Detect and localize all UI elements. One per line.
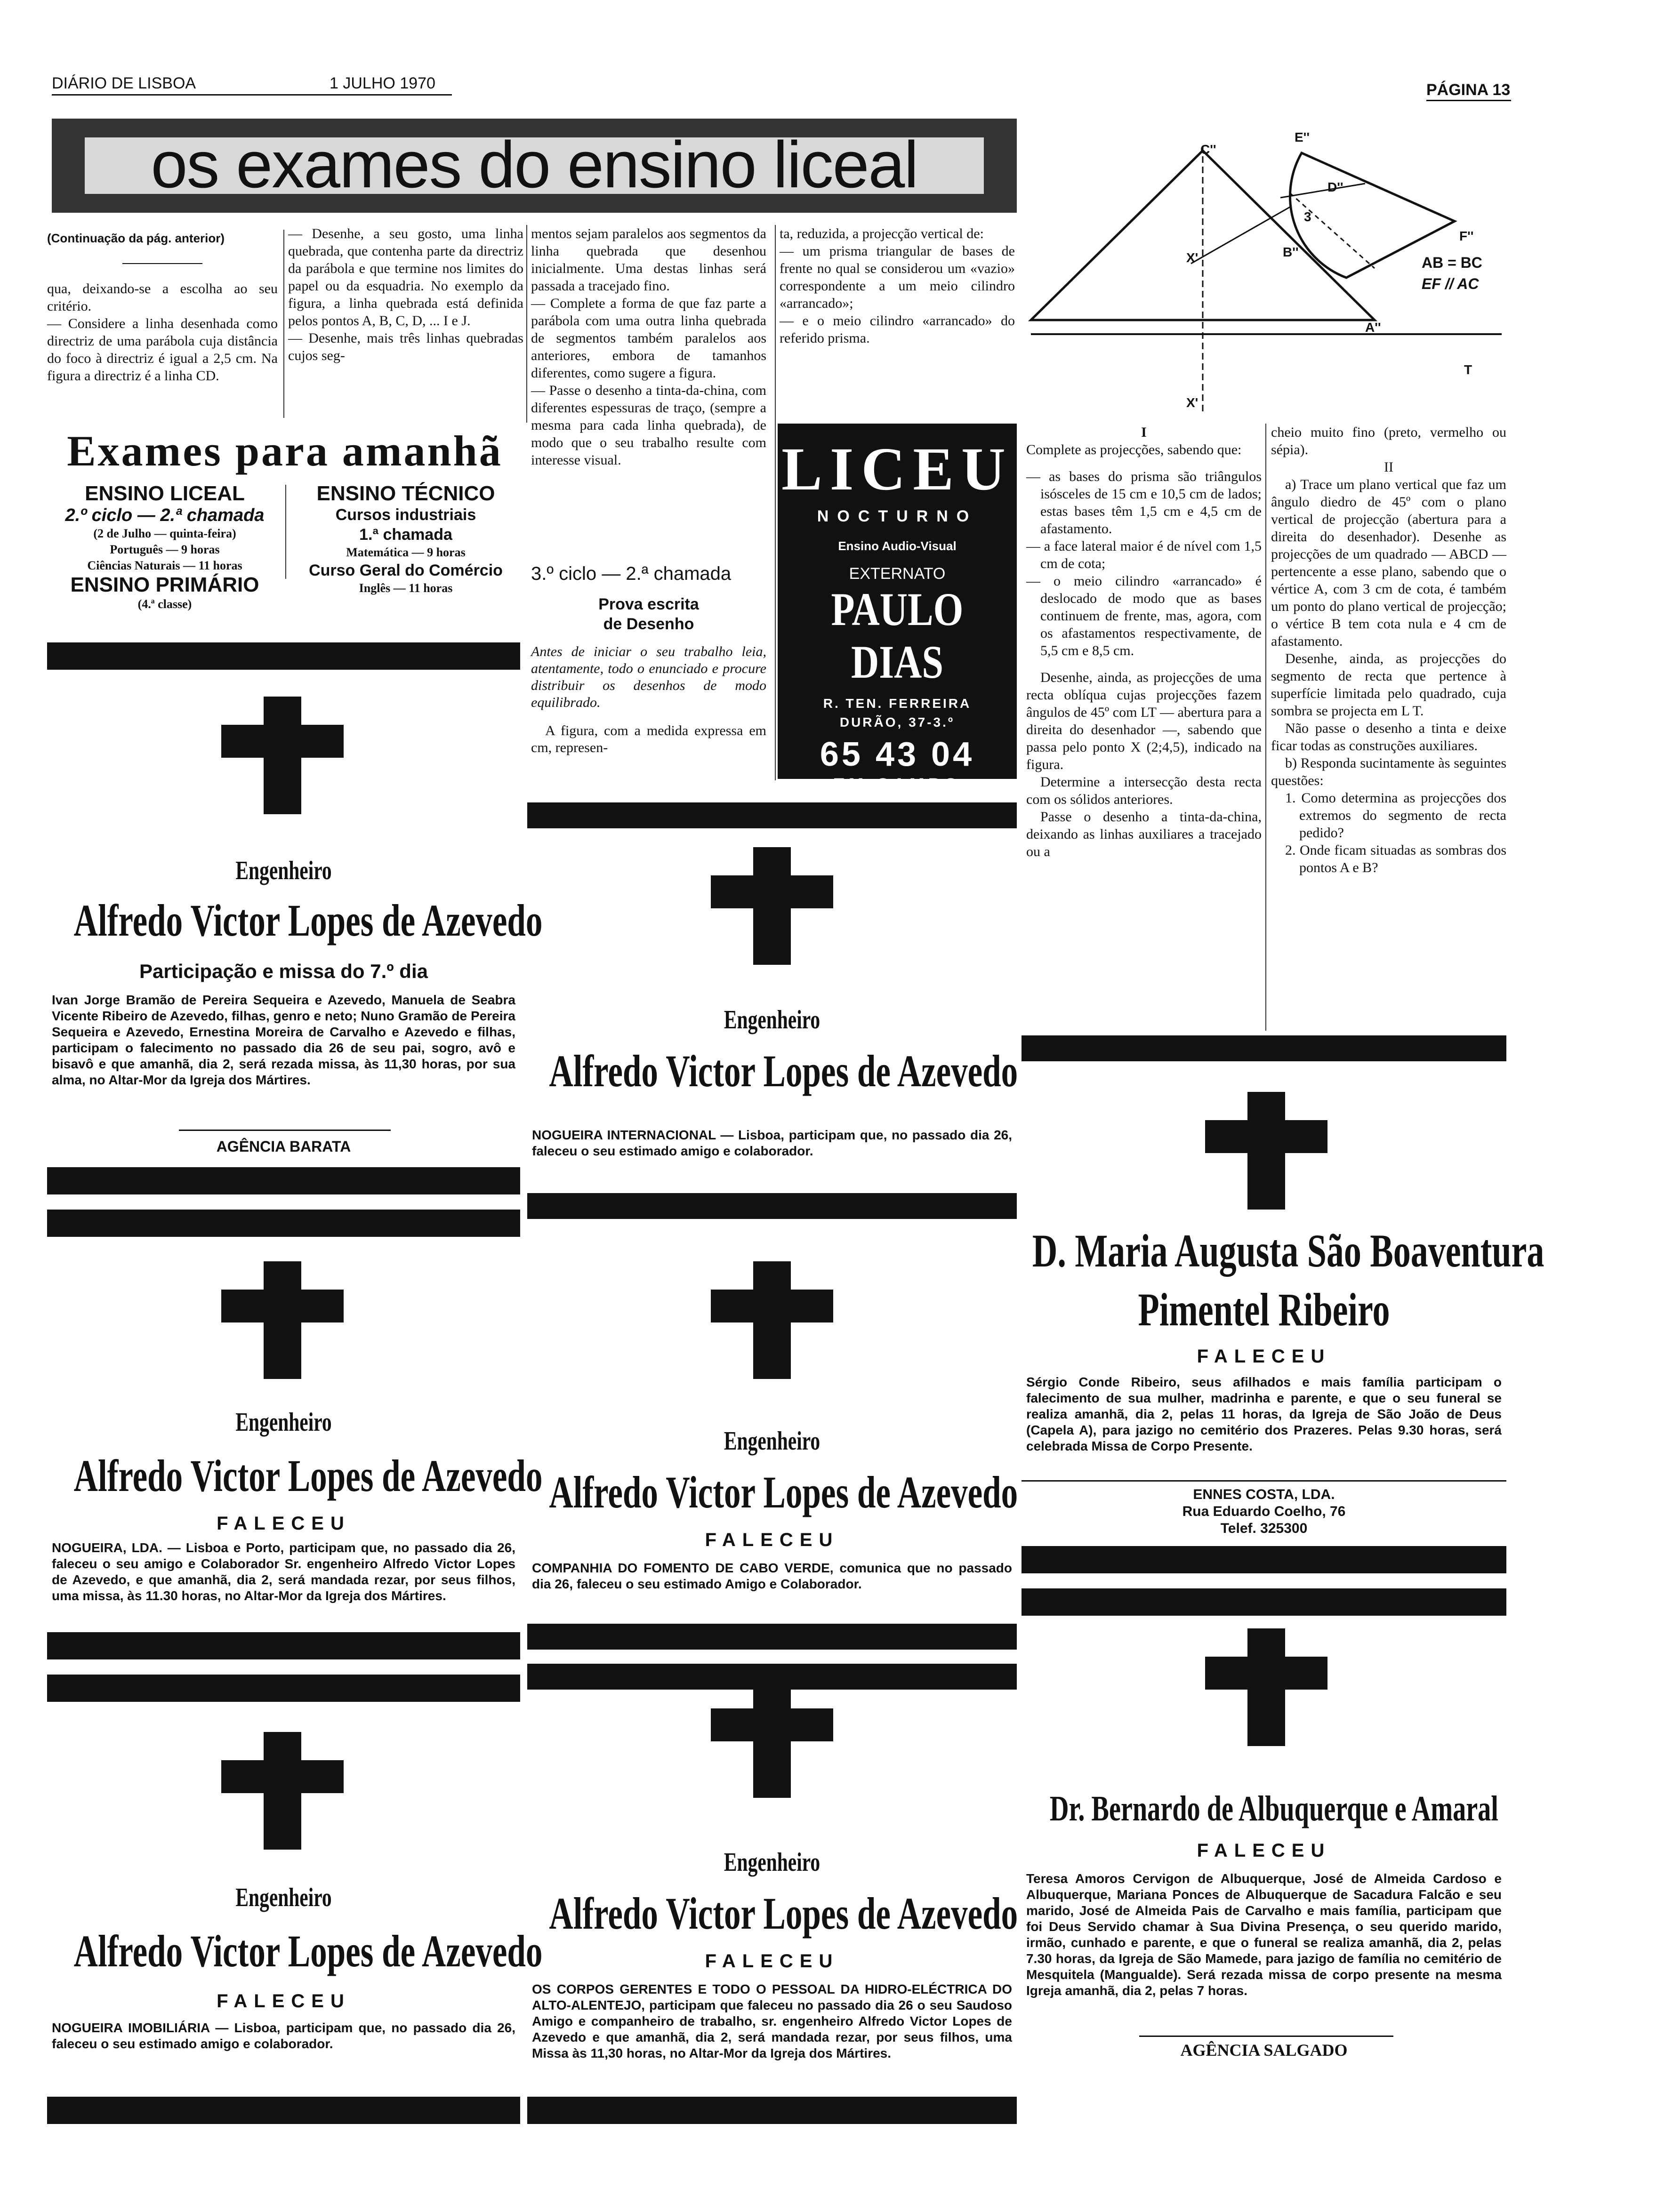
ann3-text: NOGUEIRA IMOBILIÁRIA — Lisboa, participam que, no passado dia 26, faleceu o seu estimado amigo e colaborador.	[52, 2020, 515, 2051]
label-three: 3	[1304, 209, 1311, 224]
ann7-text: Sérgio Conde Ribeiro, seus afilhados e mais família participam o falecimento de sua mulher, madrinha e parente, e que o seu funeral se realiza amanhã, dia 2, pelas 11 horas, da Igreja de São João de Deus (Capela A), para jazigo no cemitério dos Prazeres. Pelas 9.30 horas, será celebrada Missa de Corpo Presente.	[1026, 1375, 1502, 1453]
tecnico-head: ENSINO TÉCNICO	[316, 482, 495, 505]
ann1-top-bar	[47, 642, 520, 670]
ciclo3-prova: Prova escrita	[598, 595, 699, 613]
label-x: X'	[1186, 250, 1199, 265]
label-t: T	[1464, 362, 1472, 377]
liceu-ensino: Ensino Audio-Visual	[838, 539, 957, 553]
section-ii: II	[1384, 459, 1393, 475]
right-b2: — a face lateral maior é de nível com 1,5 cm de cota;	[1026, 538, 1262, 571]
right-a2: Desenhe, ainda, as projecções do segmento de recta que pertence à superfície limitada pelo quadrado, cuja sombra se projecta em L T.	[1271, 651, 1506, 719]
right-p3: Passe o desenho a tinta-da-china, deixando as linhas auxiliares a tracejado ou a	[1026, 809, 1262, 859]
ann7-faleceu: FALECEU	[1197, 1346, 1331, 1367]
col-divider-1	[283, 230, 284, 418]
ciclo3-section	[531, 562, 766, 756]
ann3-name: Alfredo Victor Lopes de Azevedo	[73, 1926, 543, 1976]
ann8-text: Teresa Amoros Cervigon de Albuquerque, José de Almeida Cardoso e Albuquerque, Mariana Ponces de Albuquerque de Sacadura Falcão e seu marido, José de Almeida Pais de Carvalho e mais família, participam que foi Deus Servido chamar à Sua Divina Presença, o seu querido marido, irmão, cunhado e parente, e que o funeral se realiza amanhã, dia 2, pelas 7.30 horas, da Igreja de São Mamede, para jazigo de família no cemitério de Mesquitela (Mangualde). Será rezada missa de corpo presente na mesma Igreja amanhã, dia 2, pelas 7 horas.	[1026, 1871, 1502, 1998]
tecnico-mat: Matemática — 9 horas	[346, 545, 466, 559]
header-rule-right	[1426, 100, 1511, 101]
label-e: E''	[1295, 130, 1310, 144]
cross-icon	[711, 1680, 833, 1798]
cross-icon	[221, 1732, 344, 1850]
right-p2: Determine a intersecção desta recta com os sólidos anteriores.	[1026, 774, 1262, 807]
ann5-faleceu: FALECEU	[705, 1530, 839, 1550]
label-a: A''	[1365, 320, 1381, 335]
right-intro: Complete as projecções, sabendo que:	[1026, 442, 1242, 457]
ann2-name: Alfredo Victor Lopes de Azevedo	[73, 1451, 543, 1501]
section-i: I	[1141, 425, 1147, 440]
ann6-text: OS CORPOS GERENTES E TODO O PESSOAL DA HIDRO-ELÉCTRICA DO ALTO-ALENTEJO, participam que faleceu no passado dia 26 o seu Saudoso Amigo e companheiro de trabalho, sr. engenheiro Alfredo Victor Lopes de Azevedo e que amanhã, dia 2, será mandada rezar, por seus filhos, uma Missa às 11,30 horas, no Altar-Mor da Igreja dos Mártires.	[532, 1982, 1012, 2060]
ann7-agency: ENNES COSTA, LDA.	[1193, 1487, 1335, 1502]
ann2-bottom-bar	[47, 1632, 520, 1659]
ann3-title: Engenheiro	[235, 1883, 332, 1912]
col2-p1: — Desenhe, a seu gosto, uma linha quebrada, que contenha parte da directriz da parábola e que termine nos limites do papel ou da esquadria. No exemplo da figura, a linha quebrada está definida pelos pontos A, B, C, D, ... I e J.	[288, 226, 523, 329]
ann8-top-bar	[1022, 1588, 1506, 1616]
ann7-name-line2: Pimentel Ribeiro	[1138, 1283, 1390, 1336]
ann2-faleceu: FALECEU	[217, 1513, 351, 1534]
article-col-4	[780, 225, 1015, 347]
right-b3: — o meio cilindro «arrancado» é deslocado de modo que as bases continuem de frente, mas, agora, com os afastamentos respectivamente, de 5,5 cm e 8,5 cm.	[1026, 573, 1262, 658]
ann1-bottom-bar	[47, 1167, 520, 1194]
ann1-title: Engenheiro	[235, 856, 332, 885]
article-col-2	[288, 225, 523, 364]
tecnico-ingles: Inglês — 11 horas	[359, 581, 453, 595]
label-c: C''	[1200, 142, 1216, 157]
col-divider-2	[526, 225, 527, 423]
ann7-bottom-bar	[1022, 1546, 1506, 1573]
right-a3: Não passe o desenho a tinta e deixe ficar todas as construções auxiliares.	[1271, 721, 1506, 753]
label-x-lower: X'	[1186, 395, 1199, 410]
header-rule	[52, 94, 452, 96]
ann7-tel: Telef. 325300	[1220, 1521, 1308, 1536]
col1-rule	[122, 263, 202, 264]
diagram-line-2	[1290, 193, 1375, 268]
ann3-faleceu: FALECEU	[217, 1991, 351, 2012]
ann5-title: Engenheiro	[724, 1427, 820, 1456]
article-col-1	[47, 230, 278, 385]
ann2-title: Engenheiro	[235, 1408, 332, 1437]
ann1-agency: AGÊNCIA BARATA	[216, 1138, 351, 1155]
ann4-top-bar	[527, 802, 1017, 828]
primario-head: ENSINO PRIMÁRIO	[70, 573, 259, 596]
issue-date: 1 JULHO 1970	[330, 74, 435, 92]
ann8-rule	[1139, 2036, 1393, 2037]
col3-p1: mentos sejam paralelos aos segmentos da linha quebrada que desenhou inicialmente. Uma destas linhas será passada a tracejado fino.	[531, 226, 766, 294]
note-ef-ac: EF // AC	[1422, 275, 1479, 292]
label-b: B''	[1283, 245, 1299, 259]
ann7-name-line1: D. Maria Augusta São Boaventura	[1032, 1225, 1544, 1277]
col2-p2: — Desenhe, mais três linhas quebradas cujos seg-	[288, 330, 523, 363]
col-divider-3	[775, 225, 776, 780]
page-number: PÁGINA 13	[1426, 81, 1511, 99]
ciclo3-head: 3.º ciclo — 2.ª chamada	[531, 563, 732, 584]
cross-icon	[1205, 1092, 1327, 1210]
exams-liceal	[47, 482, 282, 612]
continuation-note: (Continuação da pág. anterior)	[47, 231, 225, 245]
right-q2: 2. Onde ficam situadas as sombras dos pontos A e B?	[1285, 842, 1506, 875]
diagram-line-3	[1191, 207, 1290, 264]
ann2-text: NOGUEIRA, LDA. — Lisboa e Porto, participam que, no passado dia 26, faleceu o seu amigo e Colaborador Sr. engenheiro Alfredo Victor Lopes de Azevedo, e que amanhã, dia 2, será mandada rezar, por seus filhos, uma missa, às 11.30 horas, no Altar-Mor da Igreja dos Mártires.	[52, 1540, 515, 1603]
ann3-bottom-bar	[47, 2097, 520, 2124]
right-b: b) Responda sucintamente às seguintes questões:	[1271, 755, 1506, 788]
tecnico-comercio: Curso Geral do Comércio	[309, 561, 503, 579]
newspaper-name: DIÁRIO DE LISBOA	[52, 74, 196, 92]
primario-classe: (4.ª classe)	[137, 597, 192, 611]
exams-box	[47, 426, 523, 611]
liceal-ciclo: 2.º ciclo — 2.ª chamada	[65, 505, 265, 525]
label-d: D''	[1327, 180, 1343, 194]
tecnico-chamada: 1.ª chamada	[359, 526, 452, 544]
cross-icon	[1205, 1628, 1327, 1746]
ann8-faleceu: FALECEU	[1197, 1840, 1331, 1861]
ann4-text: NOGUEIRA INTERNACIONAL — Lisboa, participam que, no passado dia 26, faleceu o seu estimado amigo e colaborador.	[532, 1128, 1012, 1158]
cross-icon	[221, 697, 344, 814]
liceu-externato: EXTERNATO	[849, 565, 946, 583]
tecnico-cursos: Cursos industriais	[335, 506, 476, 524]
ann1-rule	[179, 1130, 391, 1131]
ann6-name: Alfredo Victor Lopes de Azevedo	[549, 1888, 1018, 1939]
right-b1: — as bases do prisma são triângulos isósceles de 15 cm e 10,5 cm de lados; estas bases têm 1,5 cm e 4,5 cm de afastamento.	[1026, 469, 1262, 537]
geometry-diagram	[1026, 113, 1506, 424]
col4-p1: ta, reduzida, a projecção vertical de:	[780, 226, 984, 241]
label-f: F''	[1459, 229, 1474, 243]
liceal-port: Português — 9 horas	[110, 543, 220, 556]
ann5-name: Alfredo Victor Lopes de Azevedo	[549, 1467, 1018, 1517]
ann7-agency-block	[1022, 1486, 1506, 1537]
ann3-top-bar	[47, 1675, 520, 1702]
ann5-text: COMPANHIA DO FOMENTO DE CABO VERDE, comunica que no passado dia 26, faleceu o seu estimado Amigo e Colaborador.	[532, 1561, 1012, 1591]
right-q1: 1. Como determina as projecções dos extremos do segmento de recta pedido?	[1285, 790, 1506, 841]
ann4-title: Engenheiro	[724, 1005, 820, 1034]
ann4-name: Alfredo Victor Lopes de Azevedo	[549, 1046, 1018, 1096]
liceu-em: EM CAMPO	[833, 775, 962, 795]
right-p1: Desenhe, ainda, as projecções de uma recta oblíqua cujas projecções fazem ângulos de 45º com LT — abertura para a direita do desenhador —, sabendo que passa pelo ponto X (2;4,5), indicado na figura.	[1026, 670, 1262, 772]
ciclo3-desenho: de Desenho	[603, 615, 694, 633]
cross-icon	[711, 1261, 833, 1379]
ann6-faleceu: FALECEU	[705, 1951, 839, 1972]
banner-title: os exames do ensino liceal	[151, 128, 918, 201]
liceal-date: (2 de Julho — quinta-feira)	[93, 527, 236, 540]
col1-p2: — Considere a linha desenhada como directriz de uma parábola cuja distância do foco à directriz é igual a 2,5 cm. Na figura a directriz é a linha CD.	[47, 316, 278, 384]
ann5-bottom-bar	[527, 1624, 1017, 1650]
banner-frame	[52, 119, 1017, 213]
liceu-address1: R. TEN. FERREIRA	[823, 696, 972, 711]
ann4-bottom-bar	[527, 1193, 1017, 1219]
ann7-top-bar	[1022, 1035, 1506, 1061]
col3-p2: — Complete a forma de que faz parte a parábola com uma outra linha quebrada de segmentos também paralelos aos anteriores, embora de tamanhos diferentes, como sugere a figura.	[531, 296, 766, 381]
ann6-bottom-bar	[527, 2097, 1017, 2124]
col3-p3: — Passe o desenho a tinta-da-china, com diferentes espessuras de traço, (sempre a mesma para cada linha quebrada), de modo que o seu trabalho resulte com interesse visual.	[531, 383, 766, 468]
liceu-ad	[778, 424, 1017, 795]
liceu-title: LICEU	[781, 435, 1013, 503]
col4-p3: — e o meio cilindro «arrancado» do referido prisma.	[780, 313, 1015, 346]
ann7-street: Rua Eduardo Coelho, 76	[1182, 1504, 1346, 1519]
note-ab-bc: AB = BC	[1422, 254, 1482, 271]
ann7-rule	[1022, 1480, 1506, 1482]
article-col-3	[531, 225, 766, 469]
liceal-cien: Ciências Naturais — 11 horas	[87, 559, 242, 572]
ciclo3-italic: Antes de iniciar o seu trabalho leia, atentamente, todo o enunciado e procure distribuir os desenhos de modo equilibrado.	[531, 644, 766, 710]
ann8-name: Dr. Bernardo de Albuquerque e Amaral	[1049, 1789, 1498, 1828]
right-col-b	[1271, 424, 1506, 876]
right-col-a	[1026, 424, 1262, 860]
ann1-name: Alfredo Victor Lopes de Azevedo	[73, 895, 543, 946]
ann6-title: Engenheiro	[724, 1848, 820, 1877]
col-divider-right	[1265, 424, 1266, 1031]
cross-icon	[711, 847, 833, 965]
liceu-school-name: PAULO DIAS	[831, 583, 964, 688]
right-r1: cheio muito fino (preto, vermelho ou sépia).	[1271, 425, 1506, 457]
liceu-nocturno: NOCTURNO	[817, 507, 978, 525]
liceu-phone: 65 43 04	[820, 736, 975, 773]
cross-icon	[221, 1261, 344, 1379]
ann1-subtitle: Participação e missa do 7.º dia	[139, 960, 428, 982]
ann8-agency: AGÊNCIA SALGADO	[1180, 2041, 1348, 2060]
ann2-top-bar	[47, 1210, 520, 1237]
col4-p2: — um prisma triangular de bases de frente no qual se considerou um «vazio» correspondente a um meio cilindro «arrancado»;	[780, 243, 1015, 311]
exams-title: Exames para amanhã	[67, 427, 503, 475]
ann1-text: Ivan Jorge Bramão de Pereira Sequeira e Azevedo, Manuela de Seabra Vicente Ribeiro de Azevedo, filhas, genro e neto; Nuno Gramão de Pereira Sequeira e Azevedo, Ernestina Moreira de Carvalho e Azevedo e filhas, participam o falecimento no passado dia 26 de seu pai, sogro, avô e bisavô e que amanhã, dia 2, será rezada missa, às 11,30 horas, por sua alma, no Altar-Mor da Igreja dos Mártires.	[52, 993, 515, 1087]
liceal-head: ENSINO LICEAL	[85, 482, 245, 505]
col1-p1: qua, deixando-se a escolha ao seu critério.	[47, 281, 278, 314]
ciclo3-p: A figura, com a medida expressa em cm, represen-	[531, 723, 766, 755]
liceu-address2: DURÃO, 37-3.º	[839, 715, 955, 729]
exams-tecnico	[288, 482, 523, 596]
right-a: a) Trace um plano vertical que faz um ângulo diedro de 45º com o plano vertical de projecção (abertura para a direita do desenhador). Desenhe as projecções de um quadrado — ABCD — pertencente a esse plano, sabendo que o vértice A, com 3 cm de cota, é também um ponto do plano vertical de projecção; o vértice B tem cota nula e 4 cm de afastamento.	[1271, 477, 1506, 649]
exams-divider	[285, 485, 286, 579]
